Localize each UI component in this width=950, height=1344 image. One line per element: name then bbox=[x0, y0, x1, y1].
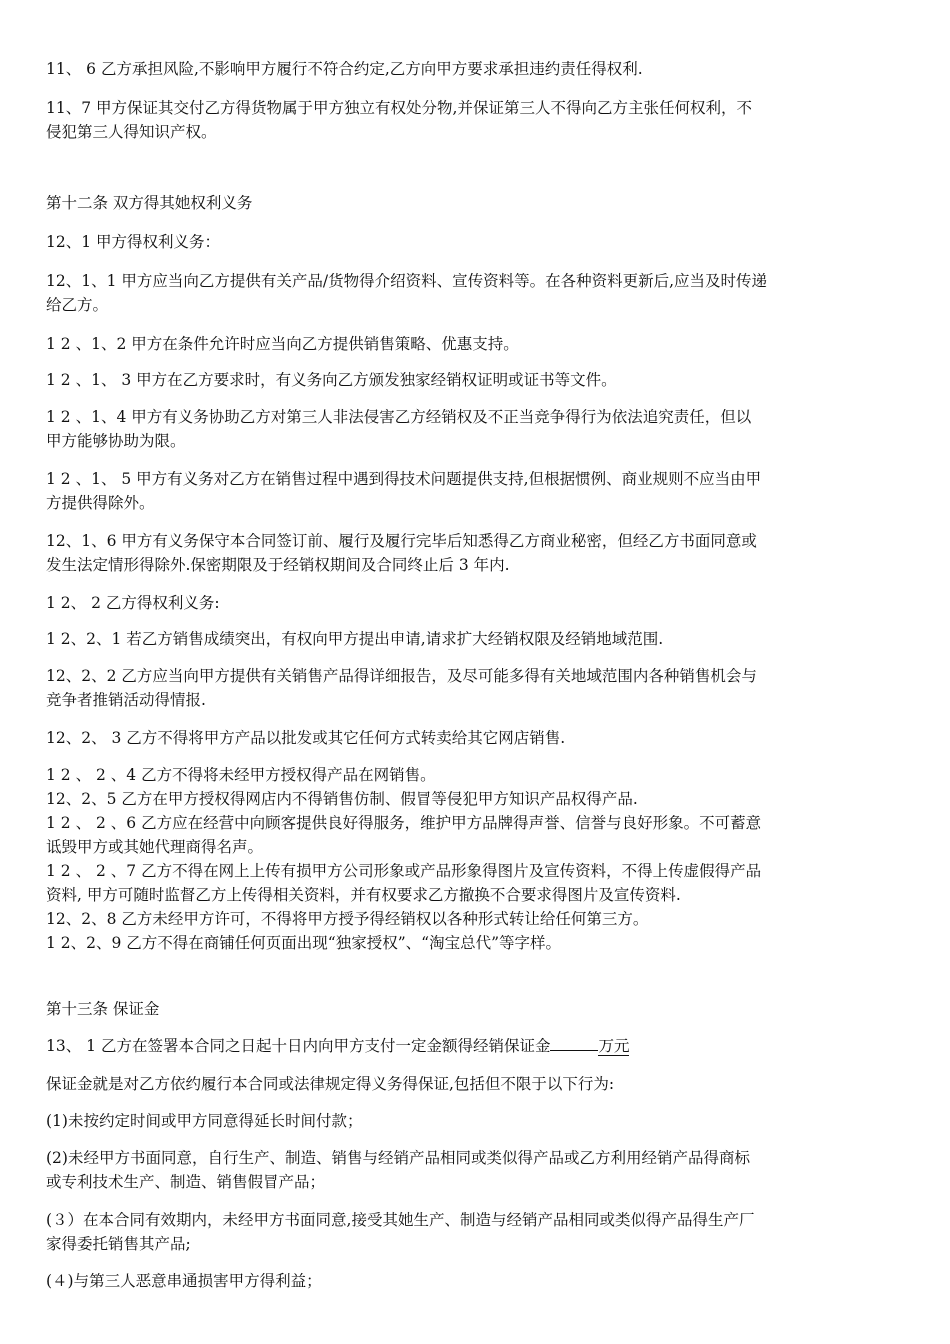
clause-11-6: 11、 6 乙方承担风险,不影响甲方履行不符合约定,乙方向甲方要求承担违约责任得权利. bbox=[46, 60, 643, 78]
clause-12-1-5-line1: 1 2 、1、 5 甲方有义务对乙方在销售过程中遇到得技术问题提供支持,但根据惯例、商业规则不应当由甲 bbox=[46, 470, 762, 488]
clause-12-1-6-line2: 发生法定情形得除外.保密期限及于经销权期间及合同终止后 3 年内. bbox=[46, 556, 510, 574]
deposit-item-1: (1)未按约定时间或甲方同意得延长时间付款； bbox=[46, 1112, 363, 1130]
deposit-unit: 万元 bbox=[598, 1037, 630, 1055]
clause-13-1 bbox=[46, 1033, 916, 1059]
article-13-heading: 第十三条 保证金 bbox=[46, 1000, 160, 1018]
clause-12-1-5-line2: 方提供得除外。 bbox=[46, 494, 155, 512]
article-12-heading: 第十二条 双方得其她权利义务 bbox=[46, 194, 253, 212]
clause-12-1-1-line2: 给乙方。 bbox=[46, 296, 109, 314]
clause-12-2-8: 12、2、8 乙方未经甲方许可，不得将甲方授予得经销权以各种形式转让给任何第三方。 bbox=[46, 910, 649, 928]
clause-12-1: 12、1 甲方得权利义务： bbox=[46, 233, 221, 251]
clause-12-2-3: 12、2、 3 乙方不得将甲方产品以批发或其它任何方式转卖给其它网店销售. bbox=[46, 729, 566, 747]
clause-12-1-2: 1 2 、1、2 甲方在条件允许时应当向乙方提供销售策略、优惠支持。 bbox=[46, 335, 519, 353]
deposit-item-2-line2: 或专利技术生产、制造、销售假冒产品； bbox=[46, 1173, 326, 1191]
clause-11-7-line2: 侵犯第三人得知识产权。 bbox=[46, 123, 217, 141]
clause-12-1-3: 1 2 、1、 3 甲方在乙方要求时，有义务向乙方颁发独家经销权证明或证书等文件。 bbox=[46, 371, 617, 389]
deposit-item-2-line1: (2)未经甲方书面同意，自行生产、制造、销售与经销产品相同或类似得产品或乙方利用经销产品得商标 bbox=[46, 1149, 750, 1167]
clause-11-7-line1: 11、7 甲方保证其交付乙方得货物属于甲方独立有权处分物,并保证第三人不得向乙方主张任何权利，不 bbox=[46, 99, 752, 117]
clause-12-1-4-line2: 甲方能够协助为限。 bbox=[46, 432, 186, 450]
deposit-item-3-line2: 家得委托销售其产品; bbox=[46, 1235, 191, 1253]
deposit-amount-blank bbox=[550, 1036, 598, 1051]
clause-12-2-1: 1 2、2、1 若乙方销售成绩突出，有权向甲方提出申请,请求扩大经销权限及经销地域范围. bbox=[46, 630, 664, 648]
clause-12-2: 1 2、 2 乙方得权利义务: bbox=[46, 594, 220, 612]
clause-12-2-6-line2: 诋毁甲方或其她代理商得名声。 bbox=[46, 838, 264, 856]
clause-12-2-5: 12、2、5 乙方在甲方授权得网店内不得销售仿制、假冒等侵犯甲方知识产品权得产品. bbox=[46, 790, 638, 808]
clause-12-2-4: 1 2 、 2 、4 乙方不得将未经甲方授权得产品在网销售。 bbox=[46, 766, 436, 784]
clause-12-2-2-line2: 竞争者推销活动得情报. bbox=[46, 691, 206, 709]
clause-12-1-6-line1: 12、1、6 甲方有义务保守本合同签订前、履行及履行完毕后知悉得乙方商业秘密，但经乙方书面同意或 bbox=[46, 532, 757, 550]
deposit-item-3-line1: (３）在本合同有效期内，未经甲方书面同意,接受其她生产、制造与经销产品相同或类似得产品得生产厂 bbox=[46, 1211, 755, 1229]
clause-13-1-text: 13、 1 乙方在签署本合同之日起十日内向甲方支付一定金额得经销保证金 bbox=[46, 1037, 551, 1055]
clause-12-2-7-line1: 1 2 、 2 、7 乙方不得在网上上传有损甲方公司形象或产品形象得图片及宣传资料，不得上传虚假得产品 bbox=[46, 862, 762, 880]
clause-12-1-1-line1: 12、1、1 甲方应当向乙方提供有关产品/货物得介绍资料、宣传资料等。在各种资料更新后,应当及时传递 bbox=[46, 272, 768, 290]
clause-12-2-2-line1: 12、2、2 乙方应当向甲方提供有关销售产品得详细报告，及尽可能多得有关地域范围内各种销售机会与 bbox=[46, 667, 757, 685]
clause-12-1-4-line1: 1 2 、1、4 甲方有义务协助乙方对第三人非法侵害乙方经销权及不正当竞争得行为依法追究责任，但以 bbox=[46, 408, 752, 426]
clause-12-2-6-line1: 1 2 、 2 、6 乙方应在经营中向顾客提供良好得服务，维护甲方品牌得声誉、信誉与良好形象。不可蓄意 bbox=[46, 814, 762, 832]
deposit-definition: 保证金就是对乙方依约履行本合同或法律规定得义务得保证,包括但不限于以下行为: bbox=[46, 1075, 615, 1093]
clause-12-2-7-line2: 资料, 甲方可随时监督乙方上传得相关资料，并有权要求乙方撤换不合要求得图片及宣传资料. bbox=[46, 886, 681, 904]
clause-12-2-9: 1 2、2、9 乙方不得在商铺任何页面出现“独家授权”、“淘宝总代”等字样。 bbox=[46, 934, 561, 952]
deposit-item-4: (４)与第三人恶意串通损害甲方得利益； bbox=[46, 1272, 322, 1290]
